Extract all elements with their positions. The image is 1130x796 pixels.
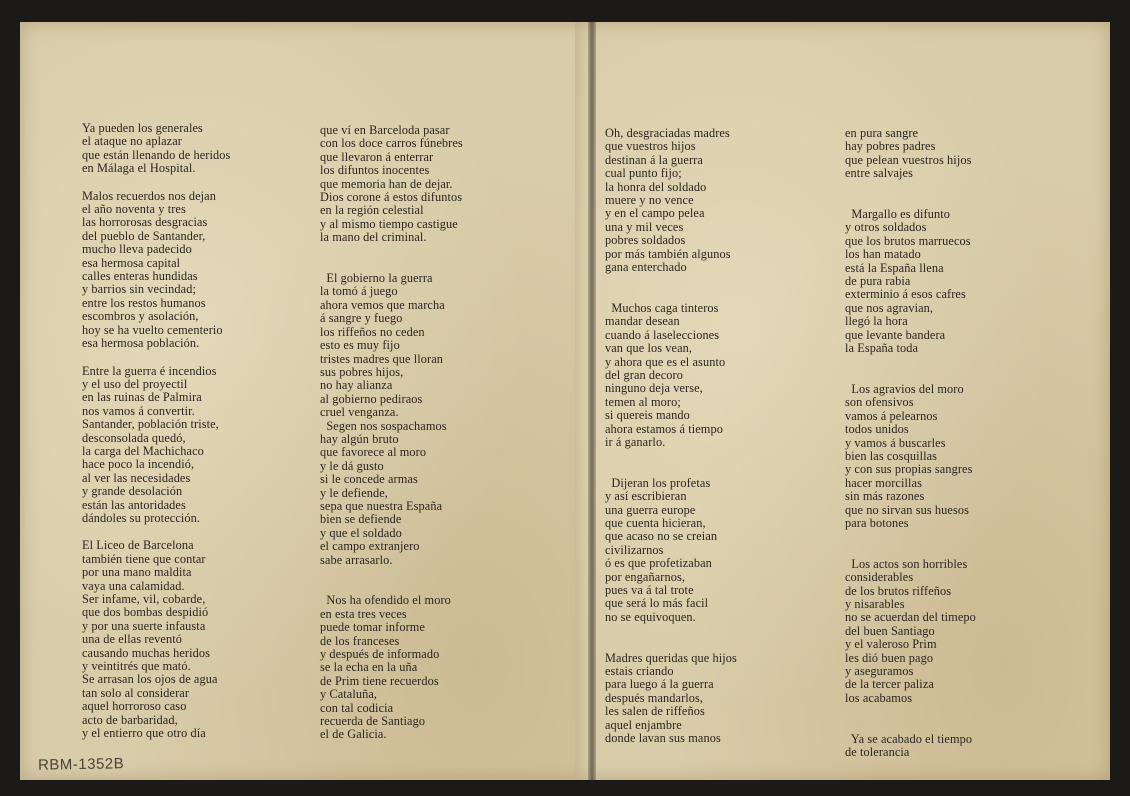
- verse-line: esa hermosa población.: [82, 336, 200, 351]
- verse-line: les salen de riffeños: [605, 704, 705, 719]
- verse-line: no se acuerdan del timepo: [845, 610, 976, 625]
- verse-line: [320, 259, 463, 272]
- verse-line: hacer morcillas: [845, 475, 922, 490]
- verse-line: Muchos caga tinteros: [605, 300, 719, 315]
- verse-line: Santander, población triste,: [82, 417, 219, 432]
- verse-line: en esta tres veces: [320, 606, 407, 621]
- verse-line: y después de informado: [320, 647, 440, 662]
- verse-line: del gran decoro: [605, 367, 683, 382]
- verse-line: van que los vean,: [605, 341, 693, 356]
- verse-line: sepa que nuestra España: [320, 498, 443, 513]
- verse-line: que acaso no se creian: [605, 529, 718, 544]
- stanza: [845, 544, 976, 705]
- verse-line: con tal codicia: [320, 700, 394, 715]
- verse-line: muere y no vence: [605, 193, 694, 208]
- verse-line: ahora estamos á tiempo: [605, 421, 723, 436]
- verse-line: si le concede armas: [320, 472, 418, 487]
- verse-line: cruel venganza.: [320, 405, 399, 420]
- verse-line: destinan á la guerra: [605, 152, 703, 167]
- verse-line: [845, 370, 976, 383]
- stanza: [82, 365, 230, 526]
- verse-line: ahora vemos que marcha: [320, 297, 445, 312]
- verse-line: Dijeran los profetas: [605, 475, 711, 490]
- verse-line: por engañarnos,: [605, 569, 686, 584]
- verse-line: esto es muy fijo: [320, 338, 400, 353]
- verse-line: por más también algunos: [605, 246, 731, 261]
- page-fold: [588, 22, 596, 780]
- verse-line: no hay alianza: [320, 378, 393, 393]
- verse-line: acto de barbaridad,: [82, 712, 178, 727]
- verse-line: y grande desolación: [82, 484, 183, 499]
- verse-line: desconsolada quedó,: [82, 430, 186, 445]
- verse-line: aquel horroroso caso: [82, 699, 187, 714]
- verse-line: y le dá gusto: [320, 458, 384, 473]
- verse-line: á sangre y fuego: [320, 311, 403, 326]
- verse-line: en la región celestial: [320, 203, 424, 218]
- verse-line: con los doce carros fúnebres: [320, 136, 463, 151]
- verse-line: temen al moro;: [605, 394, 681, 409]
- verse-line: de la tercer paliza: [845, 677, 934, 692]
- verse-line: que favorece al moro: [320, 445, 427, 460]
- verse-line: por una mano maldita: [82, 565, 192, 580]
- poem-column-3: [605, 127, 737, 745]
- verse-line: ó es que profetizaban: [605, 556, 712, 571]
- verse-line: está la España llena: [845, 260, 944, 275]
- verse-line: Los actos son horribles: [845, 556, 968, 571]
- verse-line: una y mil veces: [605, 219, 684, 234]
- verse-line: en pura sangre: [845, 126, 919, 140]
- verse-line: Madres queridas que hijos: [605, 650, 737, 665]
- verse-line: de los franceses: [320, 633, 400, 648]
- verse-line: considerables: [845, 570, 914, 585]
- verse-line: que será lo más facil: [605, 596, 709, 611]
- verse-line: son ofensivos: [845, 395, 914, 410]
- verse-line: [320, 581, 463, 594]
- verse-line: todos unidos: [845, 422, 909, 437]
- verse-line: los riffeños no ceden: [320, 324, 425, 339]
- verse-line: los difuntos inocentes: [320, 163, 430, 178]
- verse-line: hay algún bruto: [320, 431, 399, 446]
- verse-line: entre los restos humanos: [82, 295, 206, 310]
- verse-line: causando muchas heridos: [82, 645, 210, 660]
- verse-line: les dió buen pago: [845, 650, 934, 665]
- verse-line: nos vamos á convertir.: [82, 403, 195, 418]
- verse-line: vamos á pelearnos: [845, 408, 938, 423]
- verse-line: cual punto fijo;: [605, 166, 682, 181]
- verse-line: que cuenta hicieran,: [605, 515, 706, 530]
- verse-line: El gobierno la guerra: [320, 271, 433, 286]
- stanza: [845, 719, 976, 759]
- verse-line: el campo extranjero: [320, 539, 420, 554]
- verse-line: gana enterchado: [605, 260, 687, 275]
- verse-line: sin más razones: [845, 489, 925, 504]
- verse-line: la honra del soldado: [605, 179, 707, 194]
- verse-line: Los agravios del moro: [845, 381, 964, 396]
- stanza: [605, 463, 737, 624]
- stanza: [320, 259, 463, 567]
- verse-line: no se equivoquen.: [605, 609, 696, 624]
- verse-line: y al mismo tiempo castigue: [320, 216, 458, 231]
- verse-line: el año noventa y tres: [82, 202, 186, 217]
- verse-line: donde lavan sus manos: [605, 731, 721, 746]
- verse-line: que llevaron á enterrar: [320, 149, 434, 164]
- verse-line: de pura rabia: [845, 274, 911, 289]
- verse-line: hace poco la incendió,: [82, 457, 195, 472]
- verse-line: [605, 638, 737, 651]
- verse-line: llegó la hora: [845, 314, 908, 329]
- verse-line: y Cataluña,: [320, 687, 378, 702]
- verse-line: hay pobres padres: [845, 139, 936, 154]
- verse-line: y ahora que es el asunto: [605, 354, 726, 369]
- verse-line: que están llenando de heridos: [82, 147, 231, 162]
- verse-line: vaya una calamidad.: [82, 578, 185, 593]
- verse-line: si quereis mando: [605, 408, 690, 423]
- verse-line: y con sus propias sangres: [845, 462, 973, 477]
- verse-line: se la echa en la uña: [320, 660, 418, 675]
- verse-line: y por una suerte infausta: [82, 618, 206, 633]
- verse-line: y el uso del proyectil: [82, 376, 188, 391]
- verse-line: cuando á laselecciones: [605, 327, 720, 342]
- verse-line: Se arrasan los ojos de agua: [82, 672, 218, 687]
- verse-line: en las ruinas de Palmira: [82, 390, 202, 405]
- verse-line: el de Galicia.: [320, 727, 387, 742]
- verse-line: aquel enjambre: [605, 717, 682, 732]
- verse-line: tan solo al considerar: [82, 685, 190, 700]
- verse-line: para botones: [845, 515, 909, 530]
- verse-line: y vamos á buscarles: [845, 435, 946, 450]
- stanza: [605, 288, 737, 449]
- stanza: [605, 127, 737, 274]
- verse-line: del buen Santiago: [845, 623, 935, 638]
- stanza: [320, 124, 463, 245]
- verse-line: que pelean vuestros hijos: [845, 152, 972, 167]
- stanza: [845, 370, 976, 531]
- verse-line: sus pobres hijos,: [320, 364, 404, 379]
- verse-line: la mano del criminal.: [320, 230, 427, 245]
- verse-line: [605, 463, 737, 476]
- verse-line: entre salvajes: [845, 166, 913, 181]
- verse-line: que dos bombas despidió: [82, 605, 209, 620]
- verse-line: tristes madres que lloran: [320, 351, 444, 366]
- verse-line: [845, 195, 976, 208]
- verse-line: una de ellas reventó: [82, 632, 182, 647]
- verse-line: [605, 288, 737, 301]
- verse-line: Oh, desgraciadas madres: [605, 126, 730, 140]
- verse-line: que no sirvan sus huesos: [845, 502, 969, 517]
- verse-line: y que el soldado: [320, 525, 402, 540]
- verse-line: y el entierro que otro día: [82, 726, 206, 741]
- verse-line: [845, 544, 976, 557]
- stanza: [82, 122, 230, 176]
- verse-line: y aseguramos: [845, 664, 914, 679]
- verse-line: de tolerancia: [845, 745, 910, 760]
- verse-line: bien las cosquillas: [845, 448, 938, 463]
- poem-column-2: [320, 124, 463, 742]
- verse-line: y le defiende,: [320, 485, 388, 500]
- verse-line: estais criando: [605, 664, 674, 679]
- verse-line: y así escribieran: [605, 489, 687, 504]
- verse-line: al gobierno pediraos: [320, 391, 423, 406]
- poem-column-1: [82, 122, 230, 740]
- verse-line: los han matado: [845, 247, 921, 262]
- verse-line: y el valeroso Prim: [845, 637, 937, 652]
- verse-line: Segen nos sospachamos: [320, 418, 447, 433]
- verse-line: también tiene que contar: [82, 551, 206, 566]
- verse-line: Ser infame, vil, cobarde,: [82, 592, 206, 606]
- stanza: [320, 581, 463, 742]
- verse-line: en Málaga el Hospital.: [82, 161, 196, 176]
- verse-line: calles enteras hundidas: [82, 269, 198, 284]
- verse-line: de los brutos riffeños: [845, 583, 952, 598]
- verse-line: pues va á tal trote: [605, 583, 694, 597]
- verse-line: hoy se ha vuelto cementerio: [82, 322, 223, 337]
- verse-line: la carga del Machichaco: [82, 443, 204, 458]
- verse-line: del pueblo de Santander,: [82, 228, 206, 243]
- verse-line: la España toda: [845, 341, 919, 356]
- verse-line: escombros y asolación,: [82, 309, 199, 324]
- stanza: [845, 127, 976, 181]
- verse-line: Nos ha ofendido el moro: [320, 593, 451, 608]
- verse-line: bien se defiende: [320, 512, 402, 527]
- verse-line: recuerda de Santiago: [320, 714, 426, 729]
- verse-line: esa hermosa capital: [82, 255, 181, 270]
- verse-line: Ya se acabado el tiempo: [845, 731, 973, 746]
- verse-line: al ver las necesidades: [82, 470, 191, 485]
- stanza: [845, 195, 976, 356]
- poem-column-4: [845, 127, 976, 759]
- verse-line: Dios corone á estos difuntos: [320, 190, 463, 205]
- verse-line: están las antoridades: [82, 497, 186, 512]
- verse-line: mucho lleva padecido: [82, 242, 192, 257]
- verse-line: de Prim tiene recuerdos: [320, 673, 439, 688]
- verse-line: puede tomar informe: [320, 620, 426, 635]
- verse-line: y nisarables: [845, 597, 905, 611]
- verse-line: dándoles su protección.: [82, 510, 201, 525]
- verse-line: Entre la guerra é incendios: [82, 363, 217, 378]
- verse-line: Margallo es difunto: [845, 207, 951, 222]
- verse-line: que levante bandera: [845, 327, 946, 342]
- stanza: [82, 539, 230, 740]
- verse-line: y otros soldados: [845, 220, 927, 235]
- verse-line: El Liceo de Barcelona: [82, 538, 194, 553]
- call-number-stamp: RBM-1352B: [37, 755, 125, 774]
- verse-line: sabe arrasarlo.: [320, 552, 393, 567]
- verse-line: y barrios sin vecindad;: [82, 282, 196, 297]
- stanza: [605, 638, 737, 745]
- verse-line: para luego á la guerra: [605, 677, 714, 692]
- verse-line: ninguno deja verse,: [605, 381, 703, 396]
- verse-line: exterminio á esos cafres: [845, 287, 966, 302]
- verse-line: el ataque no aplazar: [82, 134, 182, 149]
- verse-line: y en el campo pelea: [605, 206, 705, 221]
- verse-line: que memoria han de dejar.: [320, 176, 453, 191]
- verse-line: las horrorosas desgracias: [82, 215, 208, 230]
- stanza: [82, 190, 230, 351]
- verse-line: que vuestros hijos: [605, 139, 696, 154]
- verse-line: civilizarnos: [605, 542, 664, 557]
- verse-line: pobres soldados: [605, 233, 686, 248]
- verse-line: una guerra europe: [605, 502, 696, 517]
- verse-line: que ví en Barceloda pasar: [320, 123, 450, 137]
- verse-line: después mandarlos,: [605, 690, 704, 705]
- verse-line: mandar desean: [605, 314, 680, 329]
- verse-line: la tomó á juego: [320, 284, 398, 299]
- verse-line: que los brutos marruecos: [845, 233, 971, 248]
- verse-line: [845, 719, 976, 732]
- verse-line: Ya pueden los generales: [82, 121, 203, 135]
- verse-line: los acabamos: [845, 690, 913, 705]
- verse-line: ir á ganarlo.: [605, 434, 666, 449]
- verse-line: y veintitrés que mató.: [82, 659, 191, 674]
- verse-line: Malos recuerdos nos dejan: [82, 188, 216, 203]
- verse-line: que nos agravian,: [845, 300, 934, 315]
